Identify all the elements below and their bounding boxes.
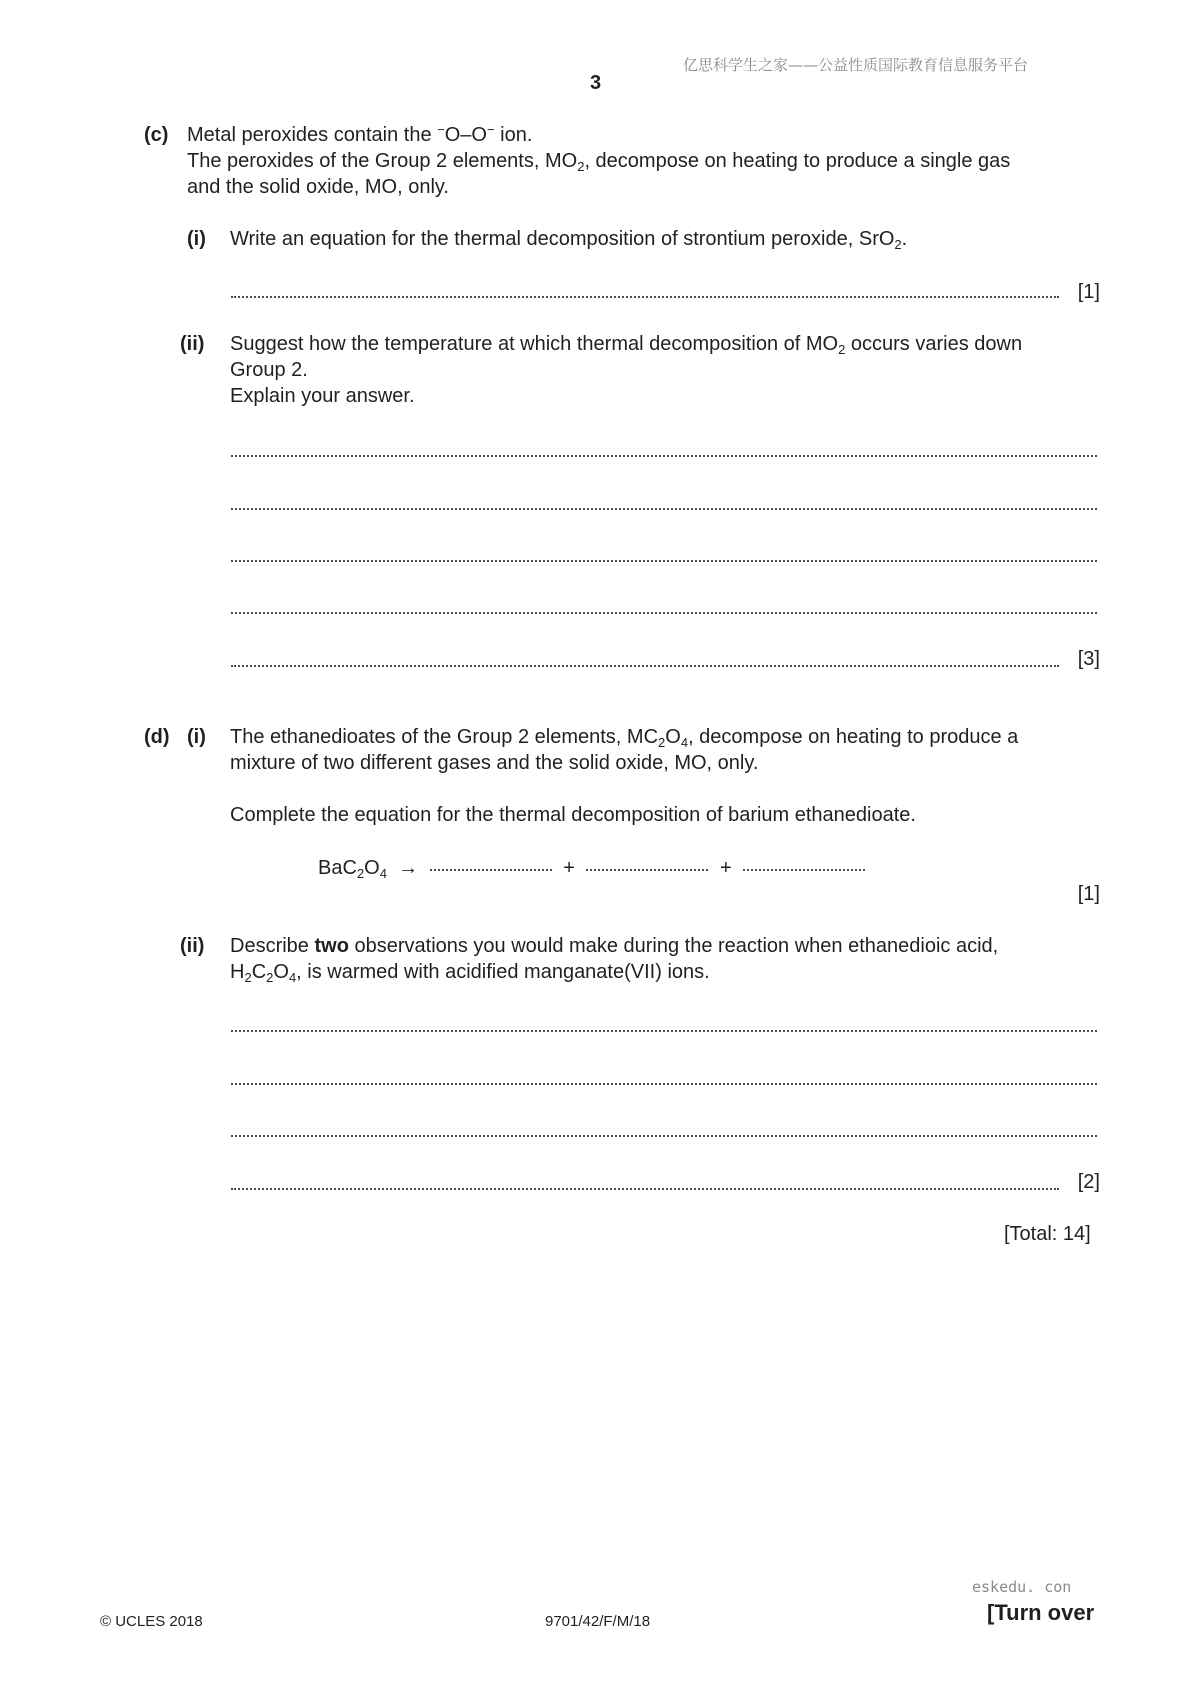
part-c-ii-line2: Group 2. [230, 359, 308, 381]
mark-allocation: [1] [1077, 281, 1100, 303]
answer-line[interactable] [231, 1188, 1059, 1190]
part-d-i-instruction: Complete the equation for the thermal decomposition of barium ethanedioate. [230, 804, 916, 826]
answer-line[interactable] [231, 560, 1097, 562]
answer-line[interactable] [231, 1030, 1097, 1032]
part-c-line2: The peroxides of the Group 2 elements, $MO_2$, decompose on heating to produce a single gas [187, 150, 1011, 174]
mark-allocation: [3] [1077, 648, 1100, 670]
arrow-icon: → [398, 857, 419, 879]
equation-blank[interactable] [586, 869, 708, 871]
paper-code: 9701/42/F/M/18 [545, 1613, 651, 1630]
answer-line[interactable] [231, 508, 1097, 510]
copyright: © UCLES 2018 [100, 1613, 203, 1630]
answer-line[interactable] [231, 1135, 1097, 1137]
answer-line[interactable] [231, 665, 1059, 667]
part-c-i-label: (i) [187, 228, 206, 250]
part-d-ii-line1: Describe two observations you would make during the reaction when ethanedioic acid, [230, 935, 999, 957]
part-c-i-question: Write an equation for the thermal decomposition of strontium peroxide, SrO$_2$. [230, 228, 908, 252]
turn-over: [Turn over [987, 1600, 1095, 1625]
part-c-ii-line3: Explain your answer. [230, 385, 415, 407]
part-d-label: (d) [144, 726, 170, 748]
equation-blank[interactable] [743, 869, 865, 871]
page-number: 3 [589, 72, 602, 94]
part-d-ii-line2: $H_2C_2O_4$, is warmed with acidified manganate(VII) ions. [230, 961, 710, 985]
equation-blank[interactable] [430, 869, 552, 871]
part-d-i-line2: mixture of two different gases and the solid oxide, MO, only. [230, 752, 759, 774]
part-c-label: (c) [144, 124, 169, 146]
part-d-i-line1: The ethanedioates of the Group 2 elements, $MC_2O_4$, decompose on heating to produce a [230, 726, 1019, 750]
watermark-header: 亿思科学生之家——公益性质国际教育信息服务平台 [683, 56, 1029, 74]
answer-line[interactable] [231, 455, 1097, 457]
part-d-ii-label: (ii) [180, 935, 205, 957]
equation: $BaC_2O_4$ → + + [318, 857, 871, 880]
mark-allocation: [1] [1077, 883, 1100, 905]
part-c-line1: Metal peroxides contain the −O–O− ion. [187, 122, 533, 146]
part-d-i-label: (i) [187, 726, 206, 748]
answer-line[interactable] [231, 612, 1097, 614]
total-marks: [Total: 14] [1004, 1223, 1091, 1245]
part-c-ii-line1: Suggest how the temperature at which thermal decomposition of $MO_2$ occurs varies down [230, 333, 1023, 357]
mark-allocation: [2] [1077, 1171, 1100, 1193]
part-c-line3: and the solid oxide, MO, only. [187, 176, 449, 198]
answer-line[interactable] [231, 296, 1059, 298]
answer-line[interactable] [231, 1083, 1097, 1085]
part-c-ii-label: (ii) [180, 333, 205, 355]
watermark-footer: eskedu. con [972, 1578, 1072, 1596]
